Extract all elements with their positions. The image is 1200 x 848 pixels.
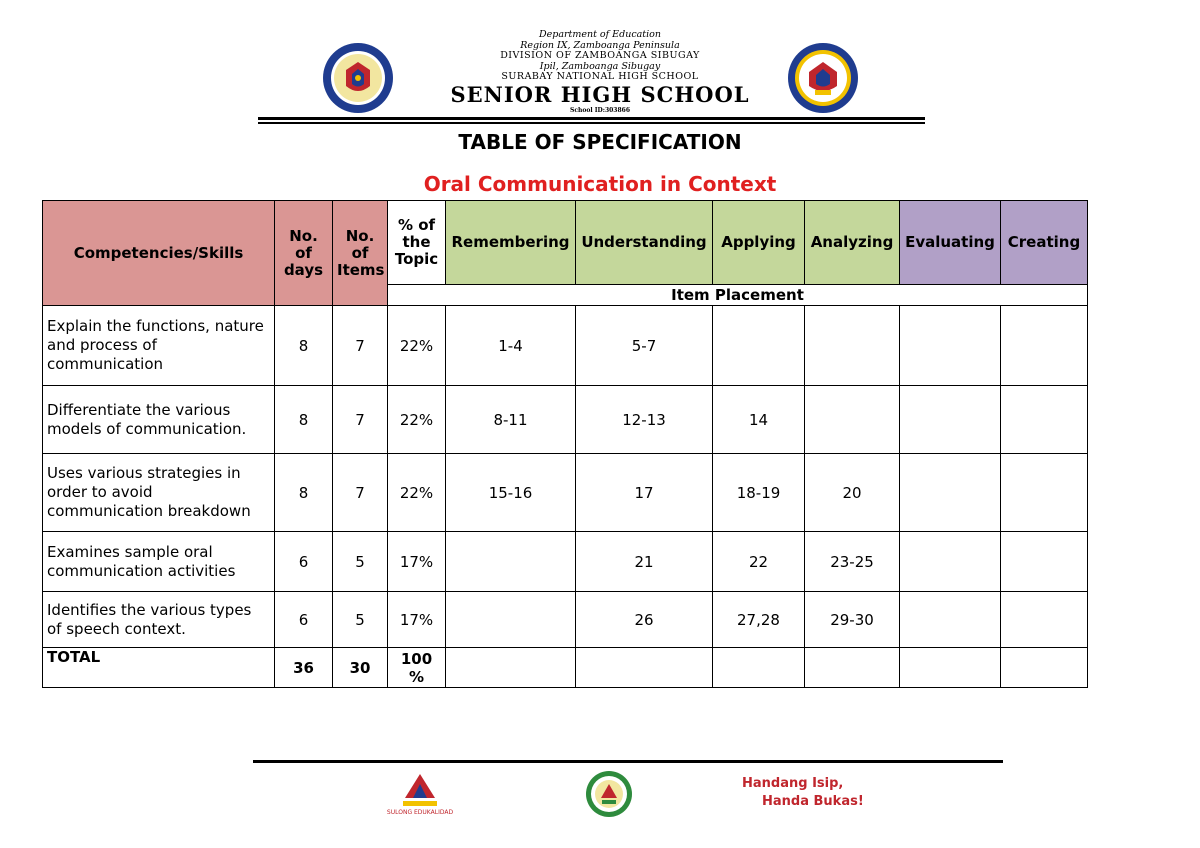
skill-cell: Examines sample oral communication activities (43, 532, 275, 592)
days-cell: 8 (275, 306, 333, 386)
table-body (43, 306, 1088, 648)
header-understanding: Understanding (576, 201, 713, 285)
table-row (43, 454, 1088, 532)
understanding-cell: 21 (576, 532, 713, 592)
table-row (43, 592, 1088, 648)
table-row (43, 386, 1088, 454)
total-label: TOTAL (43, 648, 275, 688)
days-cell: 8 (275, 454, 333, 532)
total-days: 36 (275, 648, 333, 688)
total-row (43, 648, 1088, 688)
items-cell: 7 (333, 454, 388, 532)
document-title: TABLE OF SPECIFICATION (458, 130, 742, 154)
division-name: DIVISION OF ZAMBOANGA SIBUGAY (500, 50, 700, 61)
school-name: SURABAY NATIONAL HIGH SCHOOL (501, 71, 699, 82)
header-creating: Creating (1001, 201, 1088, 285)
applying-cell: 14 (713, 386, 805, 454)
region-name: Region IX, Zamboanga Peninsula (520, 39, 680, 51)
footer-slogan (742, 775, 864, 811)
total-percent: 100 % (388, 648, 446, 688)
footer-left-logo-text: SULONG EDUKALIDAD (386, 809, 454, 816)
header-analyzing: Analyzing (805, 201, 900, 285)
creating-cell (1001, 454, 1088, 532)
analyzing-cell (805, 306, 900, 386)
slogan-line-1: Handang Isip, (742, 776, 844, 791)
agency-name: Department of Education (539, 29, 661, 40)
total-evaluating (900, 648, 1001, 688)
skill-cell: Identifies the various types of speech context. (43, 592, 275, 648)
total-analyzing (805, 648, 900, 688)
remembering-cell (446, 592, 576, 648)
remembering-cell (446, 532, 576, 592)
days-cell: 6 (275, 532, 333, 592)
total-creating (1001, 648, 1088, 688)
evaluating-cell (900, 306, 1001, 386)
percent-cell: 17% (388, 592, 446, 648)
evaluating-cell (900, 454, 1001, 532)
header-rule-thin (258, 122, 925, 124)
evaluating-cell (900, 386, 1001, 454)
remembering-cell: 1-4 (446, 306, 576, 386)
days-cell: 6 (275, 592, 333, 648)
applying-cell: 27,28 (713, 592, 805, 648)
subject-title: Oral Communication in Context (423, 172, 777, 196)
analyzing-cell: 23-25 (805, 532, 900, 592)
slogan-line-2: Handa Bukas! (762, 794, 864, 809)
applying-cell (713, 306, 805, 386)
header-competencies: Competencies/Skills (43, 201, 275, 306)
header-rule-thick (258, 117, 925, 120)
header-item-placement: Item Placement (388, 285, 1088, 306)
footer-rule (253, 760, 1003, 763)
skill-cell: Uses various strategies in order to avoid communication breakdown (43, 454, 275, 532)
items-cell: 7 (333, 306, 388, 386)
percent-cell: 22% (388, 454, 446, 532)
remembering-cell: 8-11 (446, 386, 576, 454)
creating-cell (1001, 592, 1088, 648)
deped-seal-icon (322, 42, 394, 114)
understanding-cell: 12-13 (576, 386, 713, 454)
creating-cell (1001, 306, 1088, 386)
header-applying: Applying (713, 201, 805, 285)
skill-cell: Differentiate the various models of communication. (43, 386, 275, 454)
sulong-edukalidad-logo-icon (386, 768, 454, 818)
evaluating-cell (900, 532, 1001, 592)
total-understanding (576, 648, 713, 688)
table-row (43, 532, 1088, 592)
creating-cell (1001, 386, 1088, 454)
days-cell: 8 (275, 386, 333, 454)
table-row (43, 306, 1088, 386)
understanding-cell: 5-7 (576, 306, 713, 386)
header-evaluating: Evaluating (900, 201, 1001, 285)
total-applying (713, 648, 805, 688)
remembering-cell: 15-16 (446, 454, 576, 532)
items-cell: 5 (333, 592, 388, 648)
analyzing-cell: 20 (805, 454, 900, 532)
specification-table (42, 200, 1088, 688)
percent-cell: 17% (388, 532, 446, 592)
header-row (43, 201, 1088, 285)
applying-cell: 18-19 (713, 454, 805, 532)
header-days: No. of days (275, 201, 333, 306)
items-cell: 7 (333, 386, 388, 454)
letterhead (0, 0, 1200, 130)
school-id: School ID:303866 (570, 106, 630, 114)
header-items: No. of Items (333, 201, 388, 306)
header-percent: % of the Topic (388, 201, 446, 285)
understanding-cell: 17 (576, 454, 713, 532)
evaluating-cell (900, 592, 1001, 648)
letterhead-text (440, 30, 760, 115)
total-items: 30 (333, 648, 388, 688)
analyzing-cell: 29-30 (805, 592, 900, 648)
school-footer-seal-icon (585, 770, 633, 818)
percent-cell: 22% (388, 306, 446, 386)
skill-cell: Explain the functions, nature and process of communication (43, 306, 275, 386)
header-remembering: Remembering (446, 201, 576, 285)
analyzing-cell (805, 386, 900, 454)
understanding-cell: 26 (576, 592, 713, 648)
total-remembering (446, 648, 576, 688)
items-cell: 5 (333, 532, 388, 592)
applying-cell: 22 (713, 532, 805, 592)
percent-cell: 22% (388, 386, 446, 454)
school-type: SENIOR HIGH SCHOOL (450, 81, 750, 107)
location: Ipil, Zamboanga Sibugay (539, 60, 661, 72)
creating-cell (1001, 532, 1088, 592)
school-seal-icon (787, 42, 859, 114)
